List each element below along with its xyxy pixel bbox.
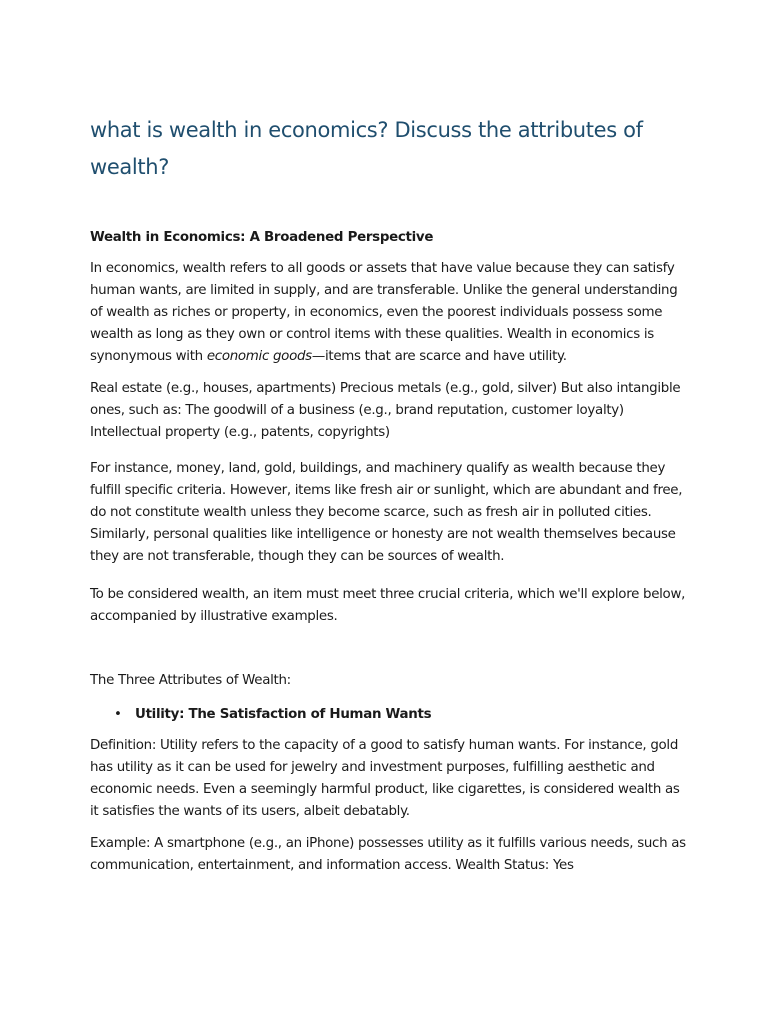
- document-page: [90, 112, 686, 877]
- intro-italic-term: economic goods: [206, 349, 312, 364]
- document-title: what is wealth in economics? Discuss the attributes of wealth?: [90, 118, 643, 179]
- definition-paragraph: Definition: Utility refers to the capacity of a good to satisfy human wants. For instance, gold has utility as it can be used for jewelry and investment purposes, fulfilling aesthetic and economic needs. Even a seemingly harmful product, like cigarettes, is considered wealth as it satisfies the wants of its users, albeit debatably.: [90, 738, 680, 819]
- bullet-utility-heading: Utility: The Satisfaction of Human Wants: [135, 707, 432, 722]
- attributes-intro: The Three Attributes of Wealth:: [90, 673, 291, 688]
- examples-paragraph: Real estate (e.g., houses, apartments) Precious metals (e.g., gold, silver) But also intangible ones, such as: The goodwill of a business (e.g., brand reputation, customer loyalty) Intellectual property (e.g., patents, copyrights): [90, 381, 681, 440]
- criteria-paragraph: To be considered wealth, an item must meet three crucial criteria, which we'll explore below, accompanied by illustrative examples.: [90, 587, 686, 624]
- list-item: [90, 704, 686, 726]
- instance-paragraph: For instance, money, land, gold, buildings, and machinery qualify as wealth because they fulfill specific criteria. However, items like fresh air or sunlight, which are abundant and free, do not constitute wealth unless they become scarce, such as fresh air in polluted cities. Similarly, personal qualities like intelligence or honesty are not wealth themselves because they are not transferable, though they can be sources of wealth.: [90, 461, 683, 564]
- intro-text: In economics, wealth refers to all goods or assets that have value because they can satisfy human wants, are limited in supply, and are transferable. Unlike the general understanding of wealth as riches or property, in economics, even the poorest individuals possess some wealth as long as they own or control items with these qualities. Wealth in economics is synonymous with: [90, 261, 678, 364]
- bullet-icon: •: [114, 707, 122, 722]
- intro-paragraph: [90, 258, 686, 368]
- example-paragraph: Example: A smartphone (e.g., an iPhone) possesses utility as it fulfills various needs, such as communication, entertainment, and information access. Wealth Status: Yes: [90, 836, 686, 873]
- section-subheading: Wealth in Economics: A Broadened Perspective: [90, 230, 434, 245]
- intro-text-end: —items that are scarce and have utility.: [311, 349, 567, 364]
